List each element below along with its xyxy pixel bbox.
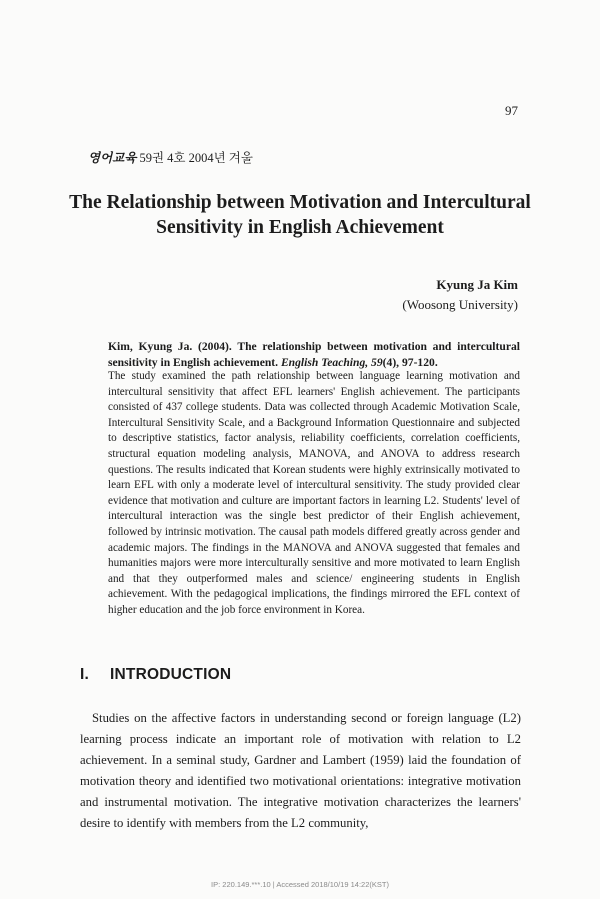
- section-number: I.: [80, 666, 90, 683]
- author-name: Kyung Ja Kim: [436, 277, 518, 292]
- author-affiliation: (Woosong University): [402, 297, 518, 312]
- paper-title: The Relationship between Motivation and Intercultural Sensitivity in English Achievement: [69, 192, 531, 238]
- abstract: The study examined the path relationship between language learning motivation and intercultural sensitivity that affect EFL learners' English achievement. The participants consisted of 437 college students. Data was collected through Academic Motivation Scale, Intercultural Sensitivity Scale, and a Background Information Questionnaire and subjected to descriptive statistics, factor analysis, reliability coefficients, correlation coefficients, structural equation modeling analysis, MANOVA, and ANOVA to address research questions. The results indicated that Korean students were highly extrinsically motivated to learn EFL with only a moderate level of intercultural sensitivity. The study provided clear evidence that motivation and culture are important factors in learning L2. Students' level of intercultural interaction was the single best predictor of their English achievement, followed by intrinsic motivation. The causal path models differed greatly across gender and academic majors. The findings in the MANOVA and ANOVA suggested that females and humanities majors were more interculturally sensitive and more motivated to learn English and that they outperformed males and science/ engineering students in English achievement. With the pedagogical implications, the findings mirrored the EFL context of higher education and the job force environment in Korea.: [108, 370, 520, 616]
- citation-article-title: The relationship between motivation and intercultural sensitivity in English achievement.: [108, 340, 520, 369]
- citation-journal: English Teaching, 59: [280, 355, 383, 369]
- access-footer: IP: 220.149.***.10 | Accessed 2018/10/19 14:22(KST): [211, 880, 389, 889]
- citation: [108, 339, 520, 370]
- journal-name: 영어교육: [88, 151, 137, 165]
- intro-paragraph: Studies on the affective factors in understanding second or foreign language (L2) learning process indicate an important role of motivation with relation to L2 achievement. In a seminal study, Gardner and Lambert (1959) laid the foundation of motivation theory and identified two motivational orientations: integrative motivation and instrumental motivation. The integrative motivation characterizes the learners' desire to identify with members from the L2 community,: [80, 711, 521, 830]
- citation-volume-pages: (4), 97-120.: [382, 355, 438, 369]
- citation-authors-year: Kim, Kyung Ja. (2004).: [108, 340, 232, 353]
- section-title: INTRODUCTION: [110, 666, 232, 683]
- author-block: [402, 275, 518, 315]
- journal-issue: 59권 4호 2004년 겨울: [136, 151, 253, 165]
- journal-reference: [88, 148, 253, 166]
- page-number: 97: [505, 103, 518, 118]
- section-heading: [80, 666, 231, 684]
